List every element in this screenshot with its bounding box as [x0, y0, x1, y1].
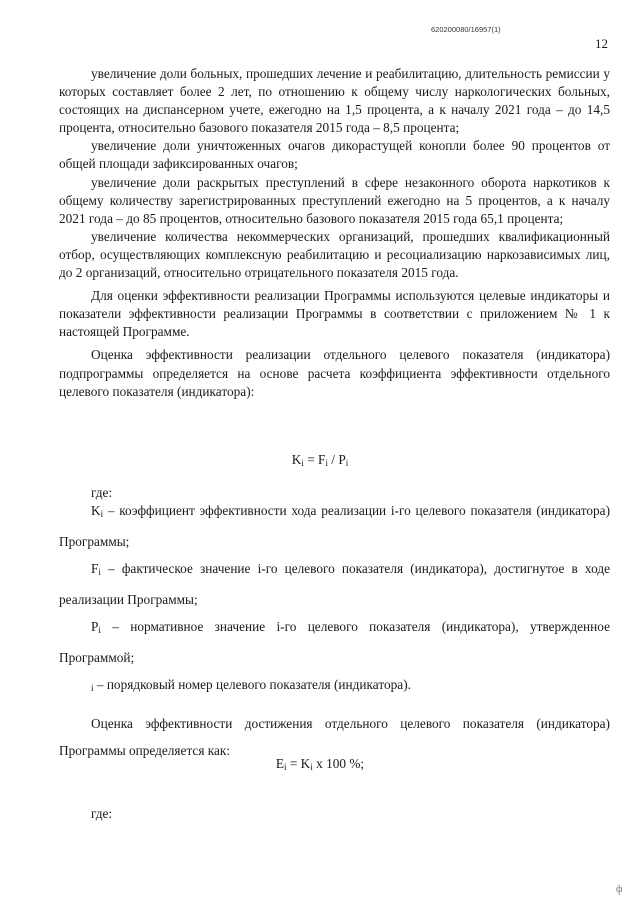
paragraph: Для оценки эффективности реализации Программы используются целевые индикаторы и показатели эффективности реализации Программы в соответствии с приложением № 1 к настоящей Программе. — [59, 288, 610, 340]
definition-symbol: K — [91, 503, 101, 518]
definition-subscript: i — [91, 683, 94, 693]
definition-symbol: F — [91, 561, 99, 576]
where-label-2: где: — [91, 806, 113, 821]
definition-text: – фактическое значение i-го целевого показателя (индикатора), достигнутое в ходе реализации Программы; — [59, 561, 610, 607]
document-body — [59, 65, 610, 401]
formula-achievement-efficiency — [0, 756, 640, 772]
definitions-list — [59, 497, 610, 764]
page-number: 12 — [595, 36, 608, 51]
formula-subscript: i — [283, 762, 287, 772]
formula-subscript: i — [325, 458, 328, 468]
formula-operator: = — [286, 756, 301, 771]
paragraph: увеличение доли раскрытых преступлений в сфере незаконного оборота наркотиков к общему количеству зарегистрированных преступлений ежегодно на 5 процентов, а к началу 2021 года – до 85 процентов, относительно базового показателя 2015 года 65,1 процента; — [59, 174, 610, 226]
paragraph: увеличение доли уничтоженных очагов дикорастущей конопли более 90 процентов от общей площади зафиксированных очагов; — [59, 138, 610, 172]
paragraph: увеличение доли больных, прошедших лечение и реабилитацию, длительность ремиссии у которых составляет более 2 лет, по отношению к общему числу наркологических больных, состоящих на диспансерном учете, ежегодно на 1,5 процента, а к началу 2021 года – до 14,5 процента, относительно базового показателя 2015 года – 8,5 процента; — [59, 66, 610, 136]
definition-item — [59, 497, 610, 555]
formula-subscript: i — [345, 458, 349, 468]
formula-symbol: F — [318, 452, 326, 467]
definition-subscript: i — [98, 567, 101, 577]
formula-subscript: i — [310, 762, 313, 772]
definition-item — [59, 671, 610, 702]
definition-item — [59, 555, 610, 613]
formula-symbol: P — [338, 452, 346, 467]
paragraph: Оценка эффективности достижения отдельного целевого показателя (индикатора) Программы определяется как: — [59, 716, 610, 758]
where-label: где: — [91, 485, 113, 500]
definition-item — [59, 613, 610, 671]
paragraph: Оценка эффективности реализации отдельного целевого показателя (индикатора) подпрограммы определяется на основе расчета коэффициента эффективности отдельного целевого показателя (индикатора): — [59, 347, 610, 399]
document-id: 620200080/16957(1) — [431, 25, 501, 34]
formula-operator: = — [303, 452, 319, 467]
corner-mark: ф — [616, 884, 623, 895]
formula-subscript: i — [301, 458, 304, 468]
formula-symbol: K — [291, 452, 302, 467]
definition-text: – нормативное значение i-го целевого показателя (индикатора), утвержденное Программой; — [59, 619, 610, 665]
definition-subscript: i — [100, 509, 104, 519]
definition-text: – порядковый номер целевого показателя (индикатора). — [93, 677, 411, 692]
formula-efficiency-coefficient — [0, 452, 640, 468]
definition-text: – коэффициент эффективности хода реализации i-го целевого показателя (индикатора) Программы; — [59, 503, 610, 549]
formula-symbol: K — [300, 756, 311, 771]
paragraph: увеличение количества некоммерческих организаций, прошедших квалификационный отбор, осуществляющих комплексную реабилитацию и ресоциализацию наркозависимых лиц, до 2 организаций, относительно отрицательного показателя 2015 года. — [59, 228, 610, 281]
formula-operator: x 100 %; — [312, 756, 365, 771]
definition-subscript: i — [98, 625, 101, 635]
formula-operator: / — [327, 452, 339, 467]
formula-symbol: E — [275, 756, 284, 771]
definition-symbol: P — [91, 619, 99, 634]
